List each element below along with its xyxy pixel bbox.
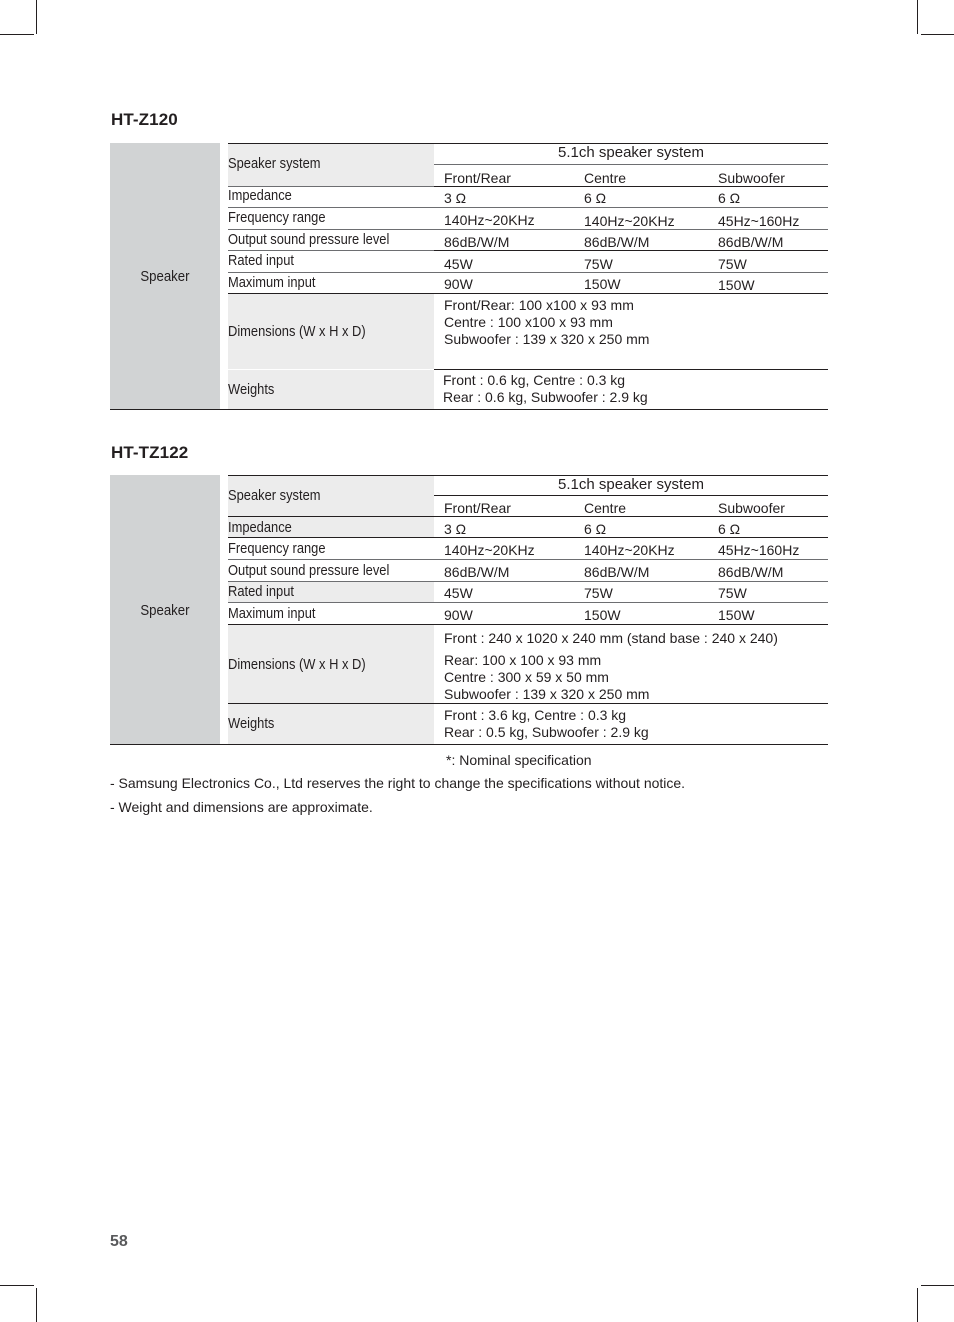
system-title: 5.1ch speaker system bbox=[558, 144, 704, 161]
rule bbox=[434, 516, 828, 517]
column-header: Subwoofer bbox=[718, 500, 785, 516]
rule bbox=[228, 516, 434, 517]
max-input-value: 90W bbox=[444, 276, 473, 292]
model-title: HT-Z120 bbox=[111, 110, 178, 129]
rule bbox=[228, 559, 828, 560]
label-speaker-system: Speaker system bbox=[228, 155, 321, 172]
dimensions-value: Front/Rear: 100 x100 x 93 mm Centre : 100 x100 x 93 mm Subwoofer : 139 x 320 x 250 mm bbox=[444, 297, 650, 347]
impedance-value: 6 Ω bbox=[584, 190, 607, 206]
label-rated-input: Rated input bbox=[228, 252, 294, 269]
impedance-value: 3 Ω bbox=[444, 521, 467, 537]
table-bottom-rule bbox=[110, 744, 828, 745]
crop-mark bbox=[36, 0, 37, 34]
label-frequency-range: Frequency range bbox=[228, 540, 326, 557]
label-maximum-input: Maximum input bbox=[228, 605, 316, 622]
label-rated-input: Rated input bbox=[228, 583, 294, 600]
impedance-value: 6 Ω bbox=[584, 521, 607, 537]
max-input-value: 150W bbox=[584, 607, 621, 623]
label-dimensions: Dimensions (W x H x D) bbox=[228, 656, 366, 673]
column-header: Subwoofer bbox=[718, 170, 785, 186]
spl-value: 86dB/W/M bbox=[444, 564, 510, 580]
model-title: HT-TZ122 bbox=[111, 443, 189, 462]
rated-input-value: 75W bbox=[584, 585, 613, 601]
label-output-spl: Output sound pressure level bbox=[228, 562, 390, 579]
column-header: Front/Rear bbox=[444, 170, 511, 186]
crop-mark bbox=[917, 0, 918, 34]
rule bbox=[228, 229, 828, 230]
spl-value: 86dB/W/M bbox=[584, 234, 650, 250]
impedance-value: 6 Ω bbox=[718, 190, 741, 206]
max-input-value: 150W bbox=[718, 607, 755, 623]
label-impedance: Impedance bbox=[228, 187, 292, 204]
crop-mark bbox=[36, 1288, 37, 1322]
rated-input-value: 75W bbox=[718, 585, 747, 601]
label-speaker-system: Speaker system bbox=[228, 487, 321, 504]
table-bottom-rule bbox=[110, 409, 828, 410]
nominal-note: *: Nominal specification bbox=[446, 752, 592, 768]
crop-mark bbox=[0, 1285, 34, 1286]
dimensions-value: Rear: 100 x 100 x 93 mm Centre : 300 x 59 x 50 mm Subwoofer : 139 x 320 x 250 mm bbox=[444, 652, 650, 702]
rule bbox=[228, 207, 828, 208]
spl-value: 86dB/W/M bbox=[718, 234, 784, 250]
approximate-note: - Weight and dimensions are approximate. bbox=[110, 799, 373, 815]
crop-mark bbox=[921, 34, 954, 35]
rated-input-value: 75W bbox=[584, 256, 613, 272]
rule bbox=[434, 369, 828, 370]
label-weights: Weights bbox=[228, 715, 275, 732]
rule bbox=[228, 537, 828, 538]
rule bbox=[434, 164, 828, 165]
frequency-value: 45Hz~160Hz bbox=[718, 213, 800, 229]
spl-value: 86dB/W/M bbox=[584, 564, 650, 580]
crop-mark bbox=[0, 34, 34, 35]
speaker-side-label: Speaker bbox=[110, 475, 220, 745]
label-impedance: Impedance bbox=[228, 519, 292, 536]
label-weights: Weights bbox=[228, 381, 275, 398]
crop-mark bbox=[917, 1288, 918, 1322]
frequency-value: 45Hz~160Hz bbox=[718, 542, 800, 558]
frequency-value: 140Hz~20KHz bbox=[444, 542, 535, 558]
rated-input-value: 45W bbox=[444, 585, 473, 601]
frequency-value: 140Hz~20KHz bbox=[584, 213, 675, 229]
rule bbox=[434, 186, 828, 187]
spl-value: 86dB/W/M bbox=[718, 564, 784, 580]
column-header: Centre bbox=[584, 170, 627, 186]
system-title: 5.1ch speaker system bbox=[558, 476, 704, 493]
rule bbox=[228, 624, 828, 625]
rule bbox=[228, 703, 828, 704]
speaker-side-label: Speaker bbox=[110, 143, 220, 410]
rule bbox=[434, 495, 828, 496]
spec-table bbox=[110, 143, 828, 410]
rated-input-value: 75W bbox=[718, 256, 747, 272]
column-header: Centre bbox=[584, 500, 627, 516]
impedance-value: 3 Ω bbox=[444, 190, 467, 206]
rule bbox=[228, 581, 828, 582]
max-input-value: 150W bbox=[584, 276, 621, 292]
weights-value: Front : 3.6 kg, Centre : 0.3 kg Rear : 0.5 kg, Subwoofer : 2.9 kg bbox=[444, 707, 649, 740]
rule bbox=[228, 293, 828, 294]
page-number: 58 bbox=[110, 1233, 128, 1250]
impedance-value: 6 Ω bbox=[718, 521, 741, 537]
rule bbox=[228, 250, 434, 251]
max-input-value: 150W bbox=[718, 277, 755, 293]
max-input-value: 90W bbox=[444, 607, 473, 623]
spec-table bbox=[110, 475, 828, 745]
label-frequency-range: Frequency range bbox=[228, 209, 326, 226]
rated-input-value: 45W bbox=[444, 256, 473, 272]
dimensions-value: Front : 240 x 1020 x 240 mm (stand base : 240 x 240) bbox=[444, 630, 778, 646]
rule bbox=[228, 602, 828, 603]
label-output-spl: Output sound pressure level bbox=[228, 231, 390, 248]
label-maximum-input: Maximum input bbox=[228, 274, 316, 291]
frequency-value: 140Hz~20KHz bbox=[444, 212, 535, 228]
frequency-value: 140Hz~20KHz bbox=[584, 542, 675, 558]
crop-mark bbox=[921, 1285, 954, 1286]
rule bbox=[434, 250, 828, 251]
weights-value: Front : 0.6 kg, Centre : 0.3 kg Rear : 0.6 kg, Subwoofer : 2.9 kg bbox=[443, 372, 648, 405]
rule bbox=[228, 272, 828, 273]
label-dimensions: Dimensions (W x H x D) bbox=[228, 323, 366, 340]
spl-value: 86dB/W/M bbox=[444, 234, 510, 250]
column-header: Front/Rear bbox=[444, 500, 511, 516]
disclaimer-note: - Samsung Electronics Co., Ltd reserves the right to change the specifications without notice. bbox=[110, 775, 686, 791]
